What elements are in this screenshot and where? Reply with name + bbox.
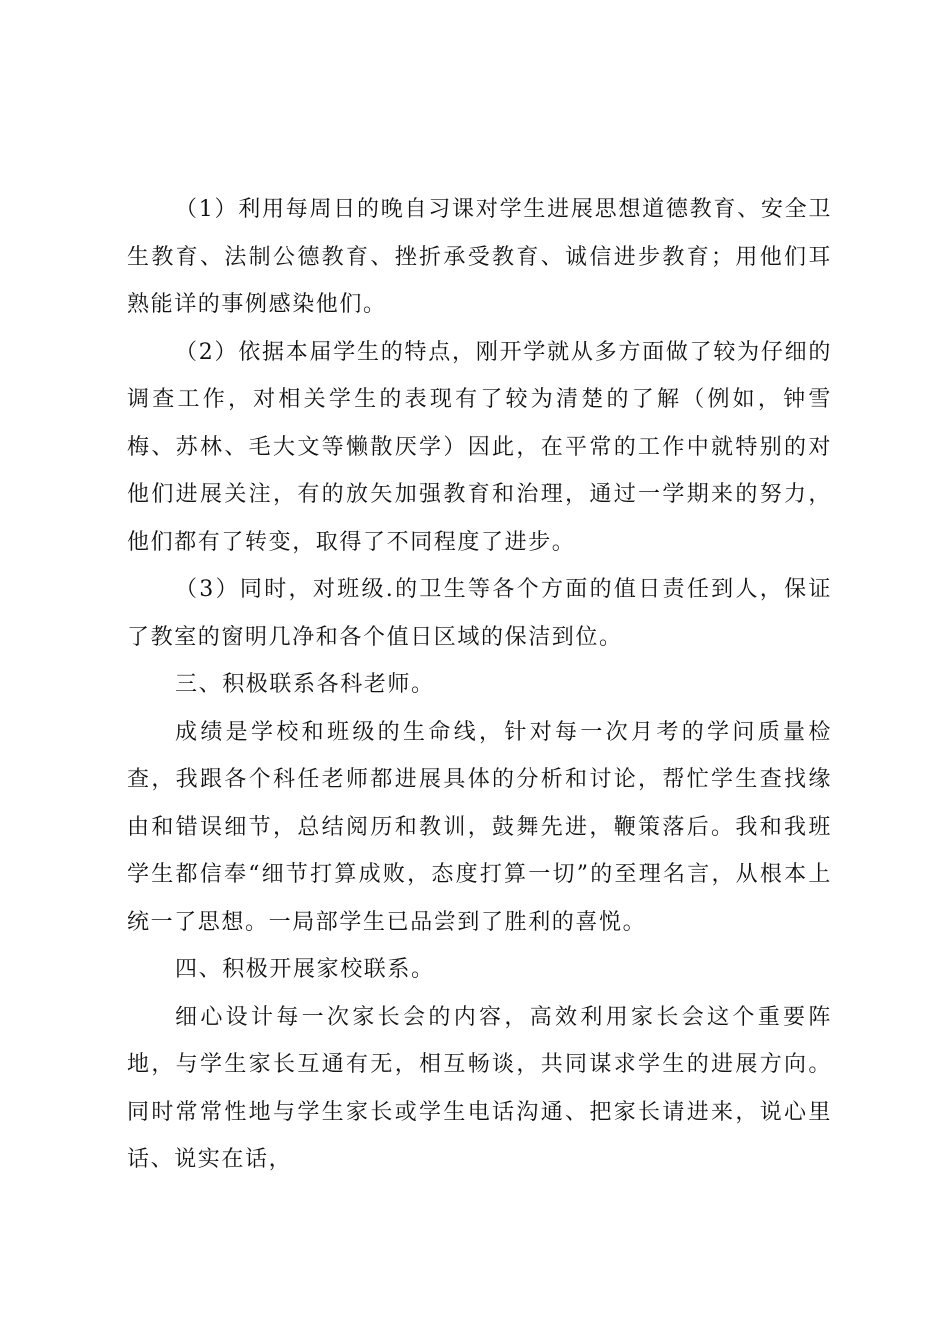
paragraph-student-survey: （2）依据本届学生的特点，刚开学就从多方面做了较为仔细的调查工作，对相关学生的表现有了较为清楚的了解（例如，钟雪梅、苏林、毛大文等懒散厌学）因此，在平常的工作中就特别的对他们进展关注，有的放矢加强教育和治理，通过一学期来的努力，他们都有了转变，取得了不同程度了进步。	[127, 339, 832, 555]
paragraph-parent-meetings: 细心设计每一次家长会的内容，高效利用家长会这个重要阵地，与学生家长互通有无，相互畅谈，共同谋求学生的进展方向。同时常常性地与学生家长或学生电话沟通、把家长请进来，说心里话、说实在话，	[127, 1004, 832, 1172]
section-heading-family: 四、积极开展家校联系。	[175, 957, 435, 982]
document-body	[127, 186, 832, 1184]
paragraph-hygiene-duty: （3）同时，对班级.的卫生等各个方面的值日责任到人，保证了教室的窗明几净和各个值日区域的保洁到位。	[127, 577, 832, 650]
paragraph-grades: 成绩是学校和班级的生命线，针对每一次月考的学问质量检查，我跟各个科任老师都进展具体的分析和讨论，帮忙学生查找缘由和错误细节，总结阅历和教训，鼓舞先进，鞭策落后。我和我班学生都信奉“细节打算成败，态度打算一切”的至理名言，从根本上统一了思想。一局部学生已品尝到了胜利的喜悦。	[127, 719, 832, 935]
paragraph-moral-education: （1）利用每周日的晚自习课对学生进展思想道德教育、安全卫生教育、法制公德教育、挫折承受教育、诚信进步教育；用他们耳熟能详的事例感染他们。	[127, 197, 832, 317]
section-heading-teachers: 三、积极联系各科老师。	[175, 672, 435, 697]
